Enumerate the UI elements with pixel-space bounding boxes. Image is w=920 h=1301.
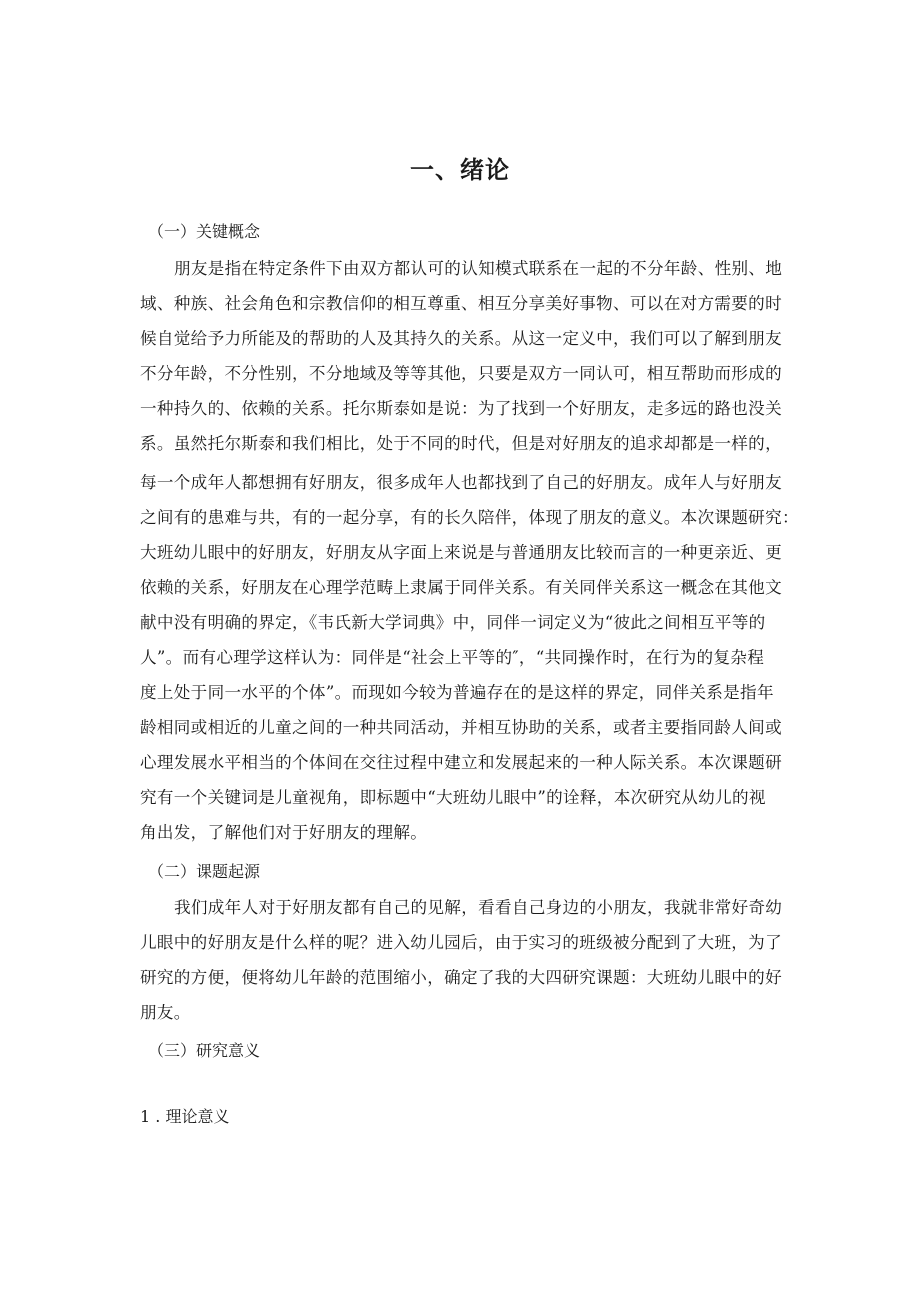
section-heading-key-concepts: （一）关键概念 [148,222,261,241]
section-heading-origin: （二）课题起源 [148,862,261,881]
paragraph-line: 系。虽然托尔斯泰和我们相比，处于不同的时代，但是对好朋友的追求却都是一样的， [140,434,782,453]
paragraph-line: 角出发，了解他们对于好朋友的理解。 [140,823,428,842]
paragraph-line: 人”。而有心理学这样认为：同伴是“社会上平等的″，“共同操作时，在行为的复杂程 [140,648,765,667]
paragraph-line: 每一个成年人都想拥有好朋友，很多成年人也都找到了自己的好朋友。成年人与好朋友 [140,473,782,492]
paragraph-line: 究有一个关键词是儿童视角，即标题中“大班幼儿眼中”的诠释，本次研究从幼儿的视 [140,788,766,807]
paragraph-line: 度上处于同一水平的个体”。而现如今较为普遍存在的是这样的界定，同伴关系是指年 [140,683,774,702]
paragraph-line: 儿眼中的好朋友是什么样的呢？进入幼儿园后，由于实习的班级被分配到了大班，为了 [140,933,782,952]
paragraph-line: 龄相同或相近的儿童之间的一种共同活动，并相互协助的关系，或者主要指同龄人间或 [140,718,782,737]
paragraph-line: 朋友。 [140,1003,191,1022]
section-heading-significance: （三）研究意义 [148,1041,261,1060]
paragraph-line: 朋友是指在特定条件下由双方都认可的认知模式联系在一起的不分年龄、性别、地 [174,259,783,278]
paragraph-line: 域、种族、社会角色和宗教信仰的相互尊重、相互分享美好事物、可以在对方需要的时 [140,294,782,313]
chapter-title: 一、绪论 [410,156,510,184]
paragraph-line: 依赖的关系，好朋友在心理学范畴上隶属于同伴关系。有关同伴关系这一概念在其他文 [140,578,782,597]
paragraph-line: 大班幼儿眼中的好朋友，好朋友从字面上来说是与普通朋友比较而言的一种更亲近、更 [140,543,782,562]
paragraph-line: 一种持久的、依赖的关系。托尔斯泰如是说：为了找到一个好朋友，走多远的路也没关 [140,399,782,418]
paragraph-line: 献中没有明确的界定，《韦氏新大学词典》中，同伴一词定义为“彼此之间相互平等的 [140,613,766,632]
paragraph-line: 心理发展水平相当的个体间在交往过程中建立和发展起来的一种人际关系。本次课题研 [140,753,782,772]
paragraph-line: 我们成年人对于好朋友都有自己的见解，看看自己身边的小朋友，我就非常好奇幼 [174,898,783,917]
paragraph-line: 之间有的患难与共，有的一起分享，有的长久陪伴，体现了朋友的意义。本次课题研究： [140,508,799,527]
paragraph-line: 候自觉给予力所能及的帮助的人及其持久的关系。从这一定义中，我们可以了解到朋友 [140,329,782,348]
paragraph-line: 不分年龄，不分性别，不分地域及等等其他，只要是双方一同认可，相互帮助而形成的 [140,364,782,383]
subsection-heading-theoretical: 1 . 理论意义 [140,1107,230,1126]
paragraph-line: 研究的方便，便将幼儿年龄的范围缩小，确定了我的大四研究课题：大班幼儿眼中的好 [140,968,782,987]
